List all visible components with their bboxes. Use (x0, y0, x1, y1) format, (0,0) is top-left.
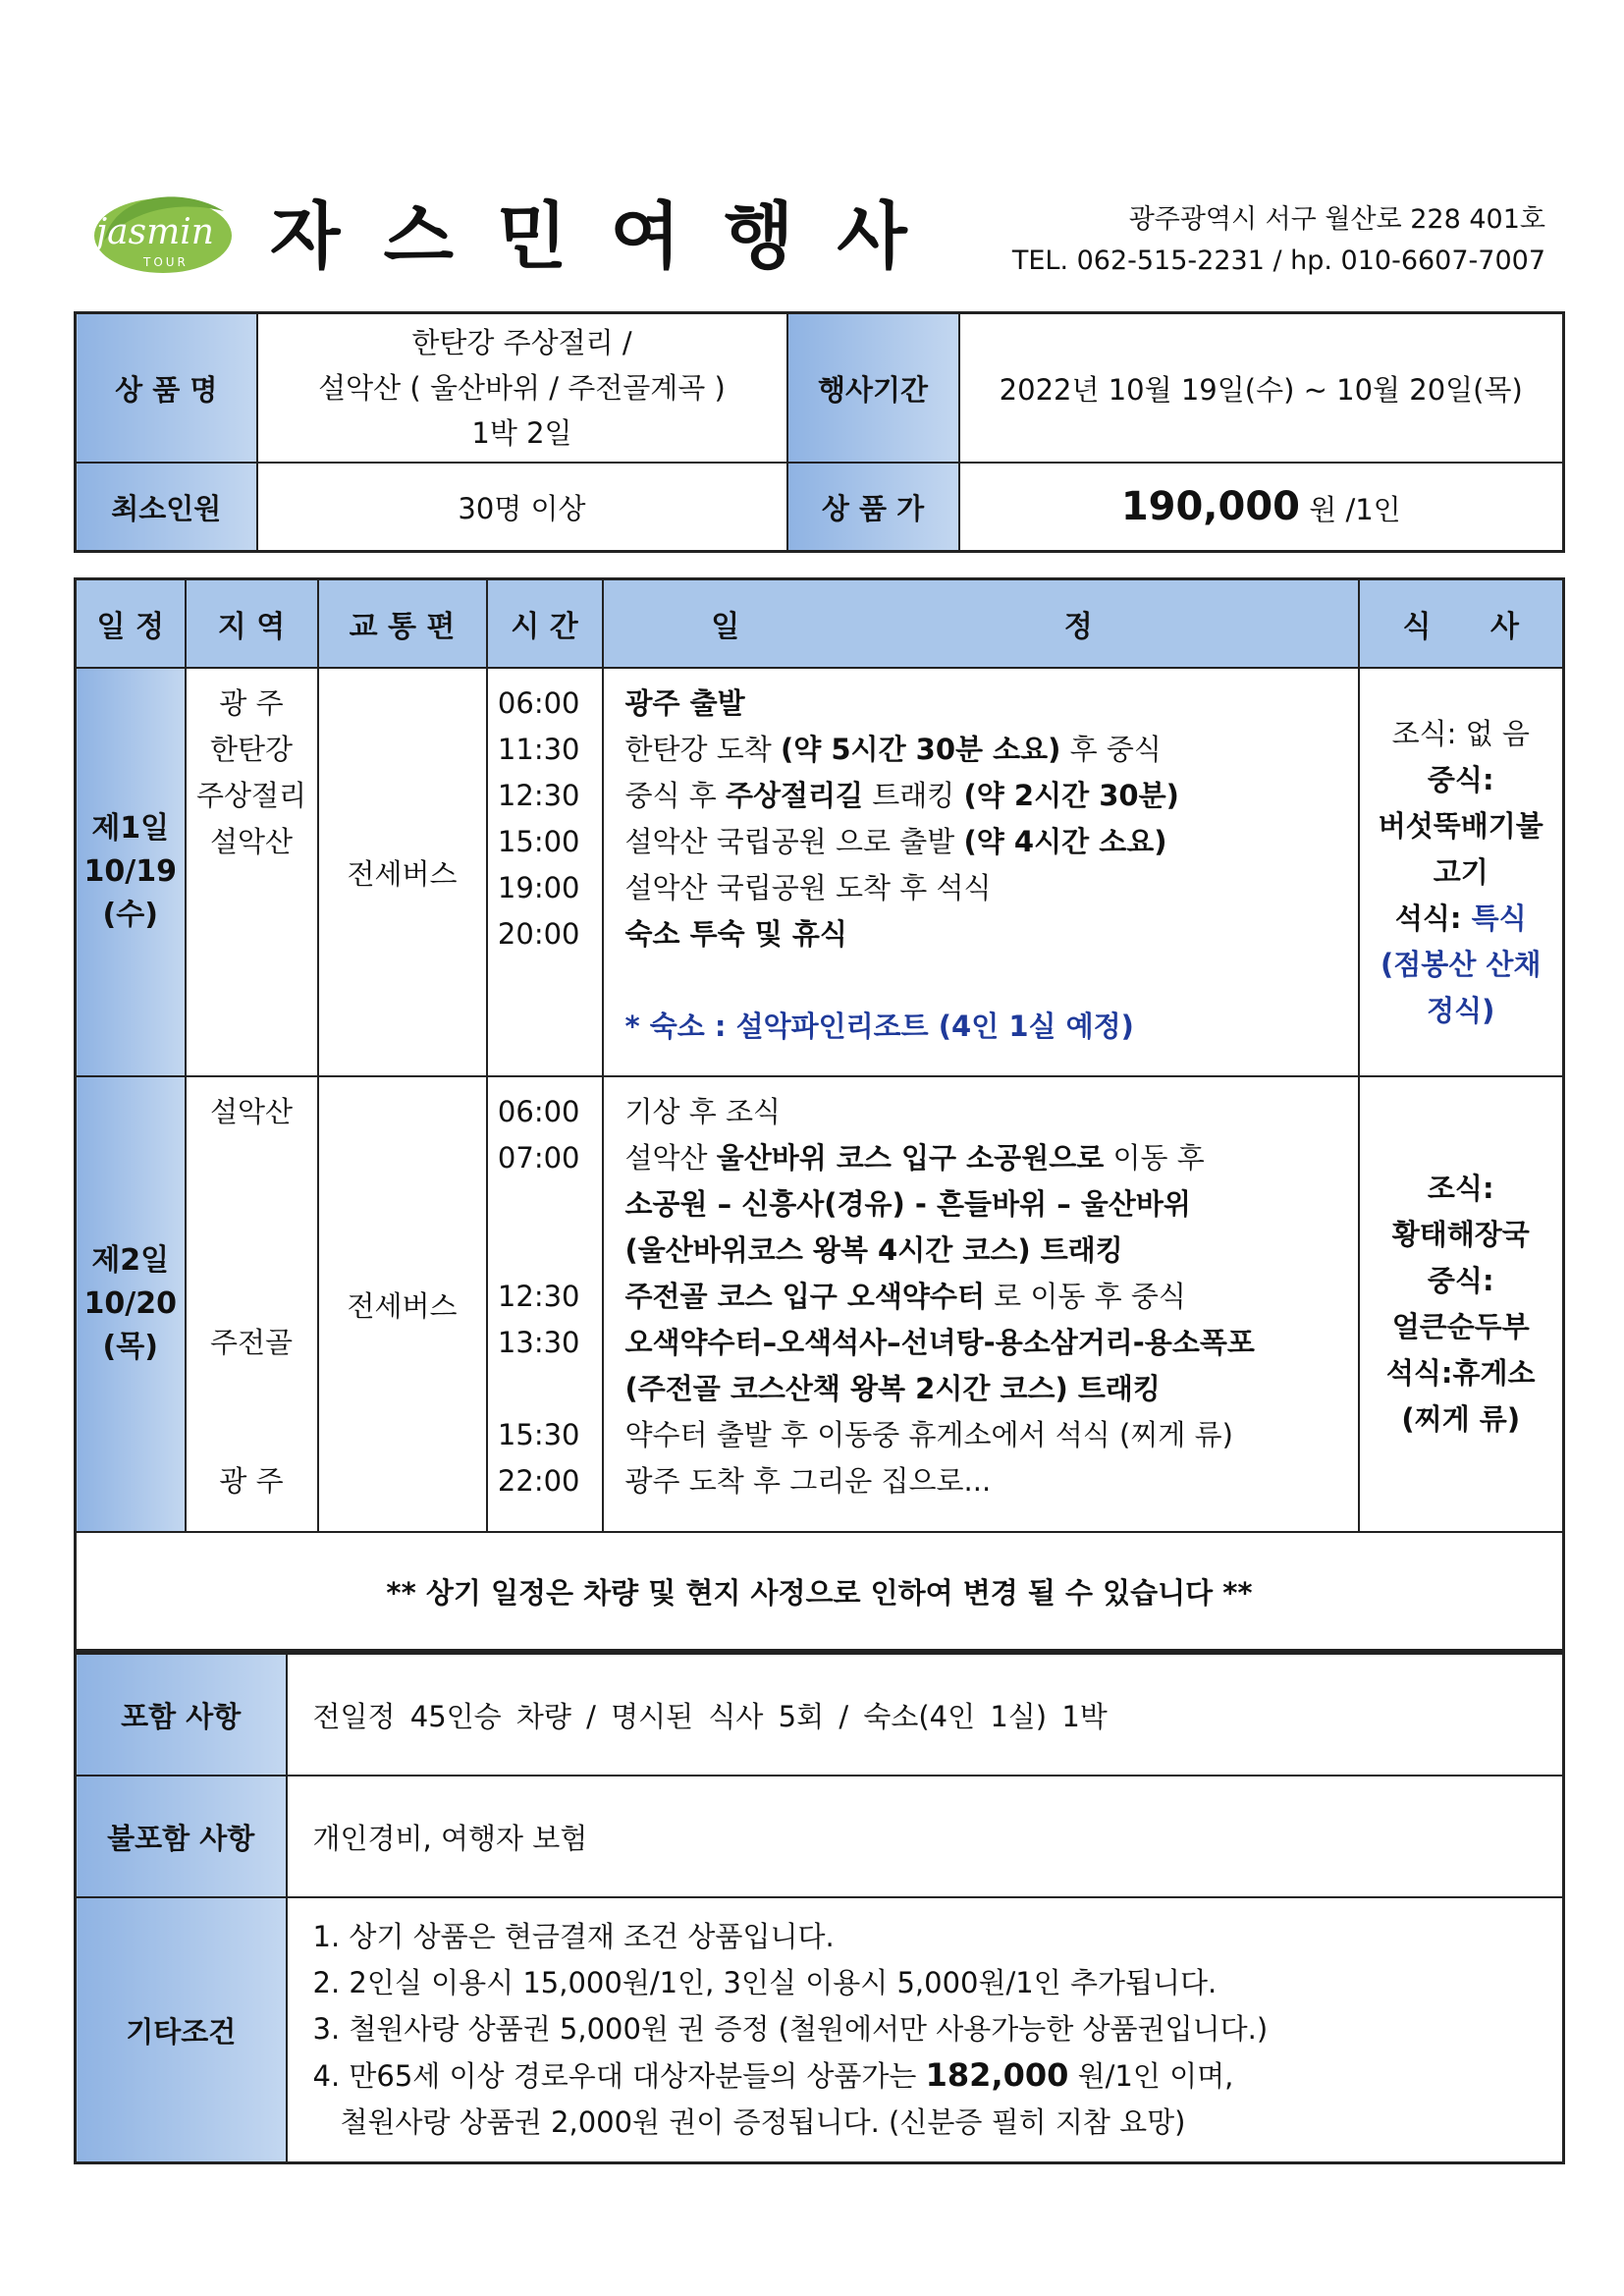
plan-bold: 주상절리길 (725, 779, 864, 812)
day-date: 10/20 (83, 1286, 177, 1321)
excluded-value: 개인경비, 여행자 보험 (287, 1776, 1564, 1897)
col-header-meal: 식 사 (1359, 579, 1564, 669)
meal-dinner-detail: (점봉산 산채정식) (1380, 947, 1542, 1027)
schedule-notice: ** 상기 일정은 차량 및 현지 사정으로 인하여 변경 될 수 있습니다 ** (76, 1532, 1564, 1651)
time: 15:00 (497, 825, 580, 858)
condition-text: 원/1인 이며, (1068, 2059, 1234, 2093)
plan-text: 중식 후 (624, 779, 726, 812)
plan-text: 이동 후 (1104, 1141, 1205, 1175)
col-header-day: 일 정 (76, 579, 186, 669)
col-header-time: 시 간 (487, 579, 603, 669)
region: 설악산 (209, 1095, 294, 1128)
price-value (959, 463, 1564, 552)
company-contact (1012, 199, 1545, 282)
day1-regions (186, 668, 318, 1076)
meal-breakfast-label: 조식: (1427, 1172, 1494, 1205)
day1-label (76, 668, 186, 1076)
day-weekday: (수) (102, 898, 158, 932)
time: 07:00 (497, 1141, 580, 1175)
day2-row (76, 1076, 1564, 1532)
company-address: 광주광역시 서구 월산로 228 401호 (1128, 204, 1545, 235)
plan-line: 광주 도착 후 그리운 집으로... (624, 1464, 992, 1498)
plan-bold: (약 2시간 30분) (963, 779, 1179, 812)
product-line: 한탄강 주상절리 / (411, 326, 632, 359)
region: 주상절리 (195, 779, 307, 812)
plan-bold: 주전골 코스 입구 오색약수터 (624, 1280, 985, 1313)
company-name: 자스민여행사 (270, 194, 950, 279)
region: 설악산 (209, 825, 294, 858)
day1-plan (603, 668, 1359, 1076)
day2-meals (1359, 1076, 1564, 1532)
logo-subtext: TOUR (143, 255, 189, 269)
terms-table (74, 1652, 1565, 2164)
plan-text: 설악산 (624, 1141, 717, 1175)
plan-line (625, 727, 1358, 773)
plan-line: 광주 출발 (624, 686, 745, 720)
day-date: 10/19 (83, 854, 177, 889)
jasmin-tour-logo (86, 182, 234, 280)
price-label: 상 품 가 (787, 463, 959, 552)
logo-text: jasmin (96, 212, 214, 252)
product-line: 1박 2일 (471, 416, 572, 450)
meal-breakfast: 조식: 없 음 (1391, 716, 1530, 750)
min-people-label: 최소인원 (76, 463, 257, 552)
meal-dinner-detail: (찌게 류) (1401, 1402, 1521, 1436)
day1-transport: 전세버스 (318, 668, 487, 1076)
plan-bold: (약 4시간 소요) (963, 825, 1167, 858)
senior-price: 182,000 (925, 2056, 1069, 2094)
plan-line (625, 819, 1358, 865)
time: 11:30 (497, 733, 580, 766)
meal-breakfast: 황태해장국 (1391, 1218, 1530, 1251)
period-label: 행사기간 (787, 313, 959, 464)
region: 한탄강 (209, 733, 294, 766)
plan-line (625, 773, 1358, 819)
time: 19:00 (497, 871, 580, 904)
time: 13:30 (497, 1326, 580, 1359)
col-header-transport: 교 통 편 (318, 579, 487, 669)
meal-dinner-special: 특식 (1471, 901, 1527, 935)
time: 20:00 (497, 917, 580, 951)
price-unit: 원 /1인 (1309, 493, 1401, 526)
plan-line: 소공원 – 신흥사(경유) - 흔들바위 – 울산바위 (624, 1187, 1191, 1221)
day1-row (76, 668, 1564, 1076)
period-value: 2022년 10월 19일(수) ~ 10월 20일(목) (959, 313, 1564, 464)
condition-item: 1. 상기 상품은 현금결재 조건 상품입니다. (312, 1920, 835, 1953)
time: 06:00 (497, 686, 580, 720)
plan-bold: 울산바위 코스 입구 소공원으로 (716, 1141, 1105, 1175)
day1-meals (1359, 668, 1564, 1076)
meal-lunch: 얼큰순두부 (1391, 1310, 1530, 1343)
day2-times (487, 1076, 603, 1532)
meal-dinner (1360, 896, 1563, 942)
plan-line: (울산바위코스 왕복 4시간 코스) 트래킹 (624, 1233, 1123, 1267)
plan-text: 트래킹 (863, 779, 964, 812)
day1-times (487, 668, 603, 1076)
col-header-region: 지 역 (186, 579, 318, 669)
condition-text: 4. 만65세 이상 경로우대 대상자분들의 상품가는 (312, 2059, 926, 2093)
region: 광 주 (219, 1464, 284, 1498)
conditions-label: 기타조건 (76, 1897, 287, 2163)
condition-item-continued: 철원사랑 상품권 2,000원 권이 증정됩니다. (신분증 필히 지참 요망) (340, 2105, 1186, 2139)
min-people-value: 30명 이상 (257, 463, 787, 552)
product-info-table (74, 311, 1565, 553)
time: 12:30 (497, 1280, 580, 1313)
plan-text: 후 중식 (1060, 733, 1162, 766)
conditions-list (287, 1897, 1564, 2163)
plan-line (625, 1135, 1358, 1181)
meal-lunch-label: 중식: (1427, 762, 1494, 796)
plan-line (625, 1274, 1358, 1320)
day2-plan (603, 1076, 1359, 1532)
included-label: 포함 사항 (76, 1654, 287, 1777)
time: 15:30 (497, 1418, 580, 1451)
time: 22:00 (497, 1464, 580, 1498)
day2-label (76, 1076, 186, 1532)
meal-lunch: 버섯뚝배기불고기 (1378, 808, 1543, 889)
day-number: 제2일 (91, 1243, 170, 1278)
region: 광 주 (219, 686, 284, 720)
day2-transport: 전세버스 (318, 1076, 487, 1532)
day-number: 제1일 (91, 811, 170, 846)
time: 12:30 (497, 779, 580, 812)
notice-row (76, 1532, 1564, 1651)
plan-text: 설악산 국립공원 으로 출발 (624, 825, 964, 858)
time: 06:00 (497, 1095, 580, 1128)
price-amount: 190,000 (1120, 484, 1300, 529)
plan-line: 약수터 출발 후 이동중 휴게소에서 석식 (찌게 류) (624, 1418, 1233, 1451)
excluded-label: 불포함 사항 (76, 1776, 287, 1897)
plan-line: 오색약수터–오색석사–선녀탕-용소삼거리-용소폭포 (624, 1326, 1255, 1359)
condition-item: 2. 2인실 이용시 15,000원/1인, 3인실 이용시 5,000원/1인 추가됩니다. (312, 1966, 1218, 1999)
condition-item: 3. 철원사랑 상품권 5,000원 권 증정 (철원에서만 사용가능한 상품권입니다.) (312, 2012, 1269, 2046)
condition-item (313, 2052, 1563, 2100)
schedule-table (74, 577, 1565, 1652)
plan-line: 설악산 국립공원 도착 후 석식 (624, 871, 992, 904)
region: 주전골 (209, 1326, 294, 1359)
plan-line: (주전골 코스산책 왕복 2시간 코스) 트래킹 (624, 1372, 1161, 1405)
col-header-plan: 일 정 (603, 579, 1359, 669)
plan-line: 기상 후 조식 (624, 1095, 782, 1128)
plan-text: 로 이동 후 중식 (984, 1280, 1186, 1313)
day2-regions (186, 1076, 318, 1532)
day-weekday: (목) (102, 1330, 158, 1364)
lodging-note: * 숙소 : 설악파인리조트 (4인 1실 예정) (624, 1010, 1134, 1043)
plan-bold: (약 5시간 30분 소요) (781, 733, 1061, 766)
meal-dinner: 석식:휴게소 (1385, 1356, 1536, 1390)
included-value: 전일정 45인승 차량 / 명시된 식사 5회 / 숙소(4인 1실) 1박 (287, 1654, 1564, 1777)
meal-dinner-label: 석식: (1394, 901, 1462, 935)
product-line: 설악산 ( 울산바위 / 주전골계곡 ) (318, 371, 726, 405)
product-name-label: 상 품 명 (76, 313, 257, 464)
plan-text: 한탄강 도착 (624, 733, 782, 766)
product-name-value (257, 313, 787, 464)
meal-lunch-label: 중식: (1427, 1264, 1494, 1297)
company-phone: TEL. 062-515-2231 / hp. 010-6607-7007 (1011, 246, 1545, 276)
plan-line: 숙소 투숙 및 휴식 (624, 917, 847, 951)
